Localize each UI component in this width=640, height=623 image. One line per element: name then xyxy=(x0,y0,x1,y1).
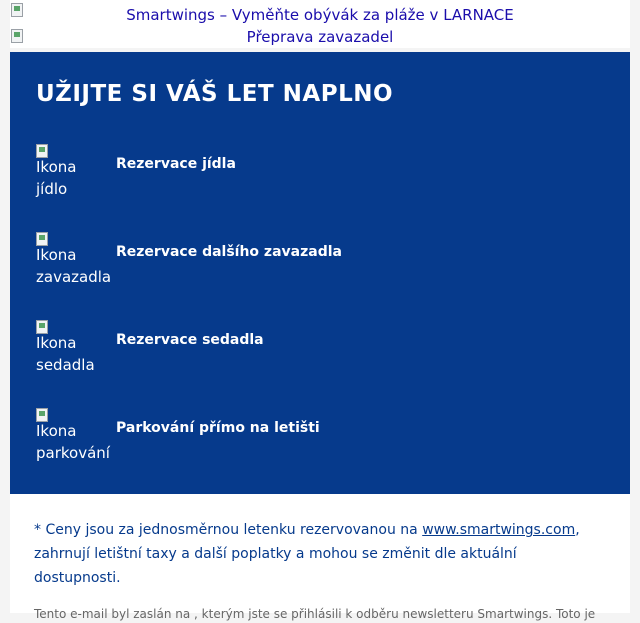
services-headline: UŽIJTE SI VÁŠ LET NAPLNO xyxy=(36,81,394,107)
feature-label-meal[interactable]: Rezervace jídla xyxy=(116,156,236,172)
baggage-icon-alt: Ikona zavazadla xyxy=(36,246,112,286)
feature-label-parking[interactable]: Parkování přímo na letišti xyxy=(116,420,320,436)
banner-image-alt-link[interactable]: Smartwings – Vyměňte obývák za pláže v LARNACE xyxy=(126,6,514,24)
meal-icon-alt: Ikona jídlo xyxy=(36,158,77,198)
broken-image-icon xyxy=(11,29,23,43)
parking-icon xyxy=(36,408,110,468)
baggage-image[interactable] xyxy=(10,26,630,48)
price-note xyxy=(34,518,606,590)
broken-image-icon xyxy=(36,408,48,422)
broken-image-icon xyxy=(36,144,48,158)
email-footer xyxy=(10,494,630,621)
seat-icon xyxy=(36,320,95,380)
meal-icon xyxy=(36,144,84,204)
smartwings-link[interactable]: www.smartwings.com xyxy=(422,522,576,538)
newsletter-disclaimer: Tento e-mail byl zaslán na , kterým jste se přihlásili k odběru newsletteru Smartwings. Toto je xyxy=(34,607,596,621)
baggage-icon xyxy=(36,232,112,292)
email-container xyxy=(10,0,630,621)
broken-image-icon xyxy=(11,3,23,17)
price-note-text-end: , zahrnují letištní taxy a další poplatky a mohou se změnit dle aktuální dostupnosti. xyxy=(34,522,580,586)
broken-image-icon xyxy=(36,320,48,334)
baggage-image-alt-link[interactable]: Přeprava zavazadel xyxy=(246,28,394,46)
feature-label-seat[interactable]: Rezervace sedadla xyxy=(116,332,264,348)
banner-image[interactable] xyxy=(10,0,630,26)
seat-icon-alt: Ikona sedadla xyxy=(36,334,95,374)
services-panel xyxy=(10,52,630,494)
feature-label-baggage[interactable]: Rezervace dalšího zavazadla xyxy=(116,244,342,260)
parking-icon-alt: Ikona parkování xyxy=(36,422,110,462)
price-note-text: * Ceny jsou za jednosměrnou letenku rezervovanou na xyxy=(34,522,423,538)
broken-image-icon xyxy=(36,232,48,246)
